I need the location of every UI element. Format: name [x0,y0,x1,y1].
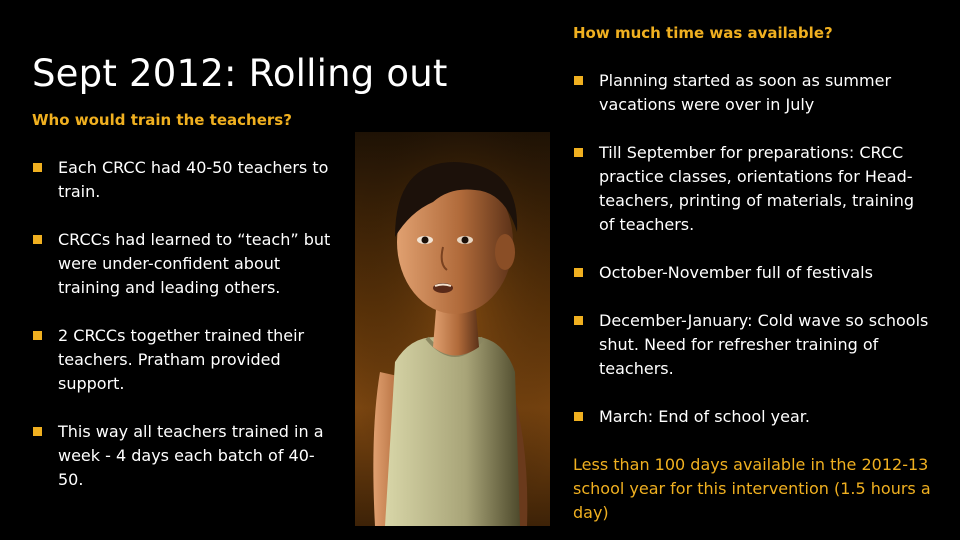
square-bullet-icon [574,316,583,325]
child-photo-illustration [355,132,550,526]
right-subheading: How much time was available? [573,24,833,42]
child-photo [355,132,550,526]
right-footer-note: Less than 100 days available in the 2012-13 school year for this intervention (1.5 hours a day) [573,455,931,522]
right-bullet-item [573,405,933,429]
bullet-text: Each CRCC had 40-50 teachers to train. [58,158,329,201]
square-bullet-icon [33,427,42,436]
bullet-text: 2 CRCCs together trained their teachers. Pratham provided support. [58,326,305,393]
right-bullet-item [573,141,933,237]
square-bullet-icon [33,163,42,172]
left-bullet-item [32,228,332,300]
bullet-text: December-January: Cold wave so schools shut. Need for refresher training of teachers. [599,311,929,378]
bullet-text: October-November full of festivals [599,263,873,282]
square-bullet-icon [33,331,42,340]
left-bullet-item [32,324,332,396]
bullet-text: Planning started as soon as summer vacations were over in July [599,71,892,114]
right-bullet-item [573,69,933,117]
square-bullet-icon [574,148,583,157]
bullet-text: March: End of school year. [599,407,810,426]
bullet-text: This way all teachers trained in a week - 4 days each batch of 40-50. [58,422,324,489]
square-bullet-icon [574,268,583,277]
square-bullet-icon [33,235,42,244]
left-bullet-item [32,420,332,492]
left-bullet-list [32,156,332,492]
bullet-text: Till September for preparations: CRCC practice classes, orientations for Head-teachers, printing of materials, training of teachers. [599,143,914,234]
square-bullet-icon [574,76,583,85]
slide-title: Sept 2012: Rolling out [32,52,448,95]
right-bullet-list [573,69,933,429]
square-bullet-icon [574,412,583,421]
left-subheading: Who would train the teachers? [32,111,292,129]
bullet-text: CRCCs had learned to “teach” but were under-confident about training and leading others. [58,230,331,297]
right-bullet-item [573,261,933,285]
left-bullet-item [32,156,332,204]
right-bullet-item [573,309,933,381]
